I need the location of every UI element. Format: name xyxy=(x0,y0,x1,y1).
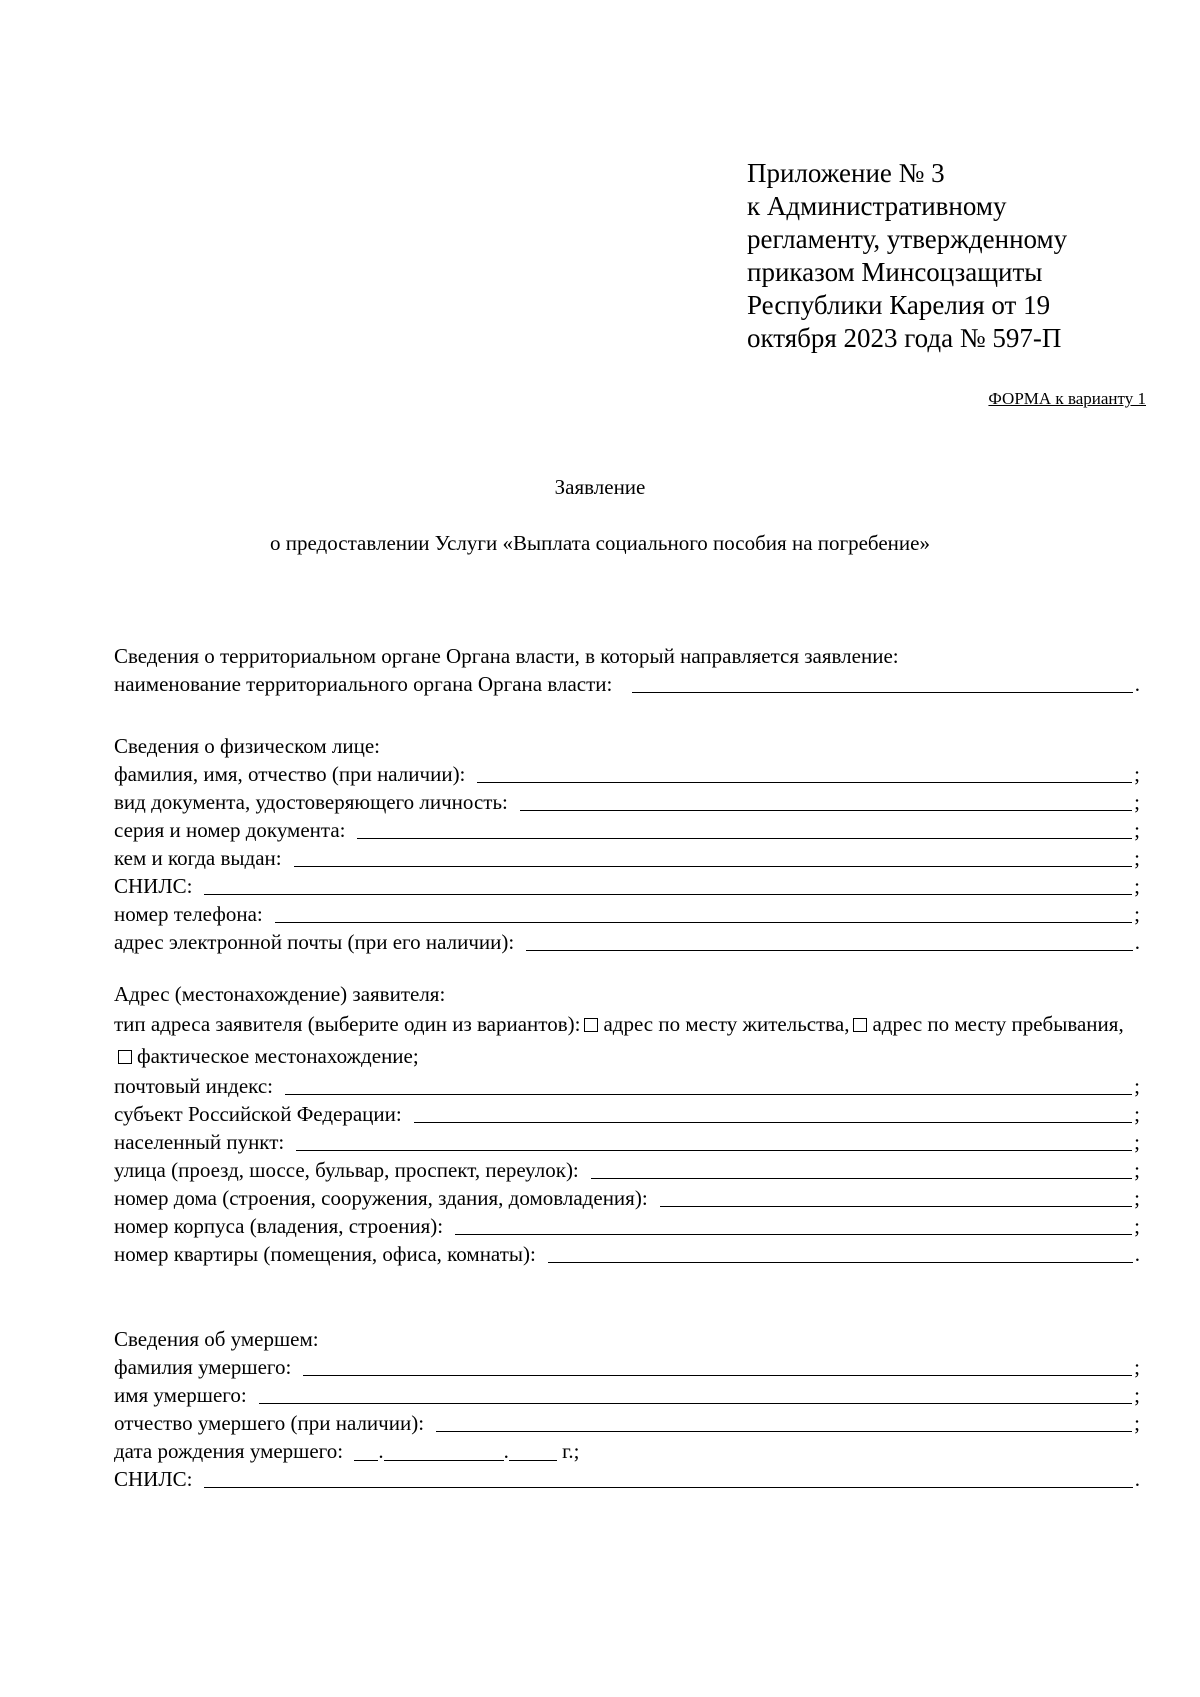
house-number-field[interactable] xyxy=(114,1184,1140,1212)
field-end: ; xyxy=(1134,1355,1140,1379)
field-label: номер телефона: xyxy=(114,902,263,926)
field-end: . xyxy=(1134,1467,1140,1491)
person-doc-number-field[interactable] xyxy=(114,816,1140,844)
field-label: СНИЛС: xyxy=(114,874,193,898)
deceased-birth-date-field[interactable] xyxy=(114,1437,1140,1465)
birth-day-blank[interactable] xyxy=(354,1442,378,1461)
deceased-patronymic-field[interactable] xyxy=(114,1409,1140,1437)
field-blank[interactable] xyxy=(204,1467,1132,1488)
field-label: кем и когда выдан: xyxy=(114,846,282,870)
person-id-doc-type-field[interactable] xyxy=(114,788,1140,816)
building-number-field[interactable] xyxy=(114,1212,1140,1240)
section-heading: Адрес (местонахождение) заявителя: xyxy=(114,982,446,1006)
field-end: ; xyxy=(1134,1074,1140,1098)
appendix-line: Приложение № 3 xyxy=(747,158,945,188)
field-blank[interactable] xyxy=(477,762,1132,783)
field-label: вид документа, удостоверяющего личность: xyxy=(114,790,508,814)
field-end: ; xyxy=(1134,818,1140,842)
field-label: СНИЛС: xyxy=(114,1467,193,1491)
field-label: фамилия умершего: xyxy=(114,1355,292,1379)
field-label: имя умершего: xyxy=(114,1383,247,1407)
field-blank[interactable] xyxy=(204,874,1132,895)
person-email-field[interactable] xyxy=(114,928,1140,956)
deceased-surname-field[interactable] xyxy=(114,1353,1140,1381)
option-label: адрес по месту пребывания, xyxy=(872,1012,1124,1036)
field-label: наименование территориального органа Органа власти: xyxy=(114,672,613,696)
field-end: . xyxy=(1134,930,1140,954)
address-type-choice xyxy=(114,1008,1140,1072)
deceased-name-field[interactable] xyxy=(114,1381,1140,1409)
section-address xyxy=(114,980,1140,1268)
field-label: номер квартиры (помещения, офиса, комнаты): xyxy=(114,1242,536,1266)
date-separator: . xyxy=(378,1439,384,1463)
person-full-name-field[interactable] xyxy=(114,760,1140,788)
field-label: серия и номер документа: xyxy=(114,818,346,842)
address-type-prefix: тип адреса заявителя (выберите один из вариантов): xyxy=(114,1012,581,1036)
section-heading: Сведения о территориальном органе Органа власти, в который направляется заявление: xyxy=(114,644,899,668)
section-person xyxy=(114,732,1140,956)
appendix-line: приказом Минсоцзащиты xyxy=(747,257,1043,287)
section-deceased xyxy=(114,1325,1140,1493)
year-suffix: г.; xyxy=(562,1439,580,1463)
appendix-line: регламенту, утвержденному xyxy=(747,224,1068,254)
locality-field[interactable] xyxy=(114,1128,1140,1156)
street-field[interactable] xyxy=(114,1156,1140,1184)
option-label: адрес по месту жительства, xyxy=(603,1012,850,1036)
field-end: ; xyxy=(1134,1102,1140,1126)
field-blank[interactable] xyxy=(414,1102,1132,1123)
birth-year-blank[interactable] xyxy=(509,1442,557,1461)
deceased-snils-field[interactable] xyxy=(114,1465,1140,1493)
authority-name-field[interactable] xyxy=(114,670,1140,698)
person-phone-field[interactable] xyxy=(114,900,1140,928)
field-blank[interactable] xyxy=(526,930,1133,951)
appendix-line: к Административному xyxy=(747,191,1007,221)
document-subtitle: о предоставлении Услуги «Выплата социального пособия на погребение» xyxy=(270,531,930,555)
date-separator: . xyxy=(503,1439,509,1463)
field-end: ; xyxy=(1134,790,1140,814)
apartment-number-field[interactable] xyxy=(114,1240,1140,1268)
field-end: . xyxy=(1134,1242,1140,1266)
field-end: ; xyxy=(1134,1186,1140,1210)
field-label: населенный пункт: xyxy=(114,1130,285,1154)
field-blank[interactable] xyxy=(632,672,1132,693)
appendix-line: октября 2023 года № 597-П xyxy=(747,323,1062,353)
field-blank[interactable] xyxy=(455,1214,1132,1235)
actual-location-checkbox[interactable] xyxy=(118,1050,132,1064)
appendix-line: Республики Карелия от 19 xyxy=(747,290,1051,320)
field-blank[interactable] xyxy=(259,1383,1132,1404)
form-variant-label: ФОРМА к варианту 1 xyxy=(988,389,1146,408)
field-label: фамилия, имя, отчество (при наличии): xyxy=(114,762,466,786)
option-label: фактическое местонахождение; xyxy=(137,1044,419,1068)
field-end: ; xyxy=(1134,846,1140,870)
field-blank[interactable] xyxy=(436,1411,1132,1432)
field-end: ; xyxy=(1134,874,1140,898)
field-end: . xyxy=(1134,672,1140,696)
field-label: почтовый индекс: xyxy=(114,1074,273,1098)
field-blank[interactable] xyxy=(591,1158,1132,1179)
section-heading: Сведения об умершем: xyxy=(114,1327,319,1351)
field-label: адрес электронной почты (при его наличии): xyxy=(114,930,515,954)
region-field[interactable] xyxy=(114,1100,1140,1128)
field-end: ; xyxy=(1134,1383,1140,1407)
field-end: ; xyxy=(1134,902,1140,926)
section-heading: Сведения о физическом лице: xyxy=(114,734,380,758)
field-label: субъект Российской Федерации: xyxy=(114,1102,402,1126)
person-snils-field[interactable] xyxy=(114,872,1140,900)
stay-checkbox[interactable] xyxy=(853,1018,867,1032)
field-blank[interactable] xyxy=(520,790,1132,811)
field-label: номер дома (строения, сооружения, здания, домовладения): xyxy=(114,1186,648,1210)
field-label: улица (проезд, шоссе, бульвар, проспект, переулок): xyxy=(114,1158,579,1182)
field-blank[interactable] xyxy=(294,846,1133,867)
field-end: ; xyxy=(1134,762,1140,786)
field-end: ; xyxy=(1134,1214,1140,1238)
field-end: ; xyxy=(1134,1411,1140,1435)
appendix-block xyxy=(747,157,1147,355)
field-end: ; xyxy=(1134,1130,1140,1154)
field-blank[interactable] xyxy=(548,1242,1133,1263)
residence-checkbox[interactable] xyxy=(584,1018,598,1032)
birth-month-blank[interactable] xyxy=(384,1442,504,1461)
postal-code-field[interactable] xyxy=(114,1072,1140,1100)
field-end: ; xyxy=(1134,1158,1140,1182)
section-authority xyxy=(114,642,1140,698)
person-doc-issued-field[interactable] xyxy=(114,844,1140,872)
document-title: Заявление xyxy=(554,475,646,499)
field-label: отчество умершего (при наличии): xyxy=(114,1411,425,1435)
field-blank[interactable] xyxy=(296,1130,1132,1151)
field-blank[interactable] xyxy=(660,1186,1133,1207)
field-blank[interactable] xyxy=(275,902,1132,923)
field-label: номер корпуса (владения, строения): xyxy=(114,1214,444,1238)
field-blank[interactable] xyxy=(285,1074,1132,1095)
field-label: дата рождения умершего: xyxy=(114,1439,344,1463)
field-blank[interactable] xyxy=(357,818,1132,839)
field-blank[interactable] xyxy=(303,1355,1132,1376)
